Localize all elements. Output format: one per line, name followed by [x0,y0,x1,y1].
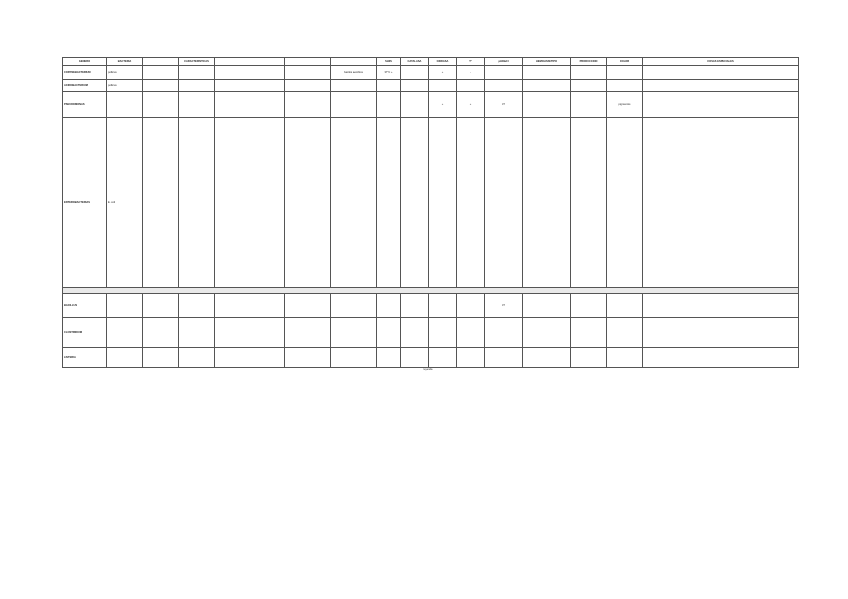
characteristic-cell [377,80,401,92]
table-row [63,80,799,92]
characteristic-cell [285,92,331,118]
column-header [215,58,285,66]
characteristic-cell [215,348,285,368]
color-cell [643,92,799,118]
genus-cell: ACIDOBACTERIUM [63,80,107,92]
column-header: CATALASA [401,58,429,66]
column-header: CARACTERISTICAS [179,58,215,66]
ph-cell [523,92,571,118]
table-body-a [63,66,799,288]
prod-cell [607,318,643,348]
characteristic-cell [215,118,285,288]
characteristic-cell [215,92,285,118]
prod-cell [607,348,643,368]
characteristic-cell [331,118,377,288]
table-row [63,294,799,318]
characteristic-cell [285,348,331,368]
characteristic-cell [285,80,331,92]
t-cell [485,118,523,288]
t-cell [485,80,523,92]
cat-cell [429,348,457,368]
hem-cell [571,118,607,288]
prod-cell: pigmentos [607,92,643,118]
ox-cell [457,80,485,92]
characteristic-cell [179,80,215,92]
cat-cell [429,118,457,288]
characteristic-cell [215,294,285,318]
column-header: COSAS ESPECIALES [643,58,799,66]
bacteria-cell [107,294,143,318]
table-row [63,348,799,368]
column-header: PRODUCCION [571,58,607,66]
hem-cell [571,318,607,348]
characteristic-cell [143,348,179,368]
ox-cell: - [457,66,485,80]
characteristic-cell [143,318,179,348]
column-header: GENERO [63,58,107,66]
t-cell [485,66,523,80]
characteristic-cell [143,294,179,318]
ph-cell [523,294,571,318]
cat-cell: + [429,66,457,80]
hem-cell [571,92,607,118]
ph-cell [523,80,571,92]
characteristic-cell [331,318,377,348]
document-page [62,57,794,371]
ph-cell [523,66,571,80]
ph-cell [523,348,571,368]
characteristic-cell [179,348,215,368]
color-cell [643,318,799,348]
cat-cell [429,80,457,92]
hem-cell [571,66,607,80]
characteristic-cell [215,318,285,348]
prod-cell [607,294,643,318]
color-cell [643,294,799,318]
column-header: OXIDASA [429,58,457,66]
bacteria-cell [107,318,143,348]
color-cell [643,348,799,368]
characteristic-cell [377,348,401,368]
characteristic-cell [377,92,401,118]
table-body-b [63,294,799,368]
cat-cell [429,318,457,348]
characteristic-cell [179,294,215,318]
characteristic-cell [179,92,215,118]
characteristic-cell [215,66,285,80]
characteristic-cell [377,318,401,348]
column-header: HEMOLISIS/TIPO [523,58,571,66]
characteristic-cell [331,348,377,368]
characteristic-cell [331,92,377,118]
column-header: T° [457,58,485,66]
genus-cell: ENTEROBACTERIAS [63,118,107,288]
characteristic-cell [143,80,179,92]
color-cell [643,118,799,288]
prod-cell [607,80,643,92]
t-cell: 37 [485,92,523,118]
header-row [63,58,799,66]
hem-cell [571,348,607,368]
characteristic-cell [179,118,215,288]
genus-cell: CORYNEBACTERIUM [63,66,107,80]
bacteria-cell: pollicus [107,66,143,80]
column-header: COLOR [607,58,643,66]
sh2s-cell [401,66,429,80]
characteristic-cell: 37°C + [377,66,401,80]
genus-cell: PSEUDOMONAS [63,92,107,118]
characteristic-cell [285,294,331,318]
ox-cell [457,294,485,318]
bacteria-cell: E. coli [107,118,143,288]
t-cell: 37 [485,294,523,318]
t-cell [485,318,523,348]
characteristic-cell [285,66,331,80]
sh2s-cell [401,294,429,318]
table-row [63,92,799,118]
t-cell [485,348,523,368]
characteristic-cell [143,92,179,118]
table-row [63,118,799,288]
column-header [331,58,377,66]
characteristic-cell [331,294,377,318]
color-cell [643,66,799,80]
sh2s-cell [401,348,429,368]
column-header: SH2S [377,58,401,66]
characteristic-cell [179,318,215,348]
ox-cell [457,318,485,348]
hem-cell [571,80,607,92]
ox-cell: + [457,92,485,118]
ox-cell [457,348,485,368]
sh2s-cell [401,118,429,288]
sh2s-cell [401,318,429,348]
cat-cell: + [429,92,457,118]
cat-cell [429,294,457,318]
color-cell [643,80,799,92]
hem-cell [571,294,607,318]
genus-cell: BACILLUS [63,294,107,318]
prod-cell [607,66,643,80]
sh2s-cell [401,80,429,92]
characteristic-cell [377,118,401,288]
characteristic-cell [179,66,215,80]
table-row [63,66,799,80]
ph-cell [523,118,571,288]
footer-note: leyenda [423,368,433,372]
characteristic-cell [377,294,401,318]
sh2s-cell [401,92,429,118]
characteristic-cell: bacilos aerobios [331,66,377,80]
characteristic-cell [143,66,179,80]
ph-cell [523,318,571,348]
ox-cell [457,118,485,288]
characteristic-cell [285,118,331,288]
characteristic-cell [215,80,285,92]
genus-cell: LISTERIA [63,348,107,368]
bacteria-cell [107,92,143,118]
column-header: BACTERIA [107,58,143,66]
bacteria-cell: pollicus [107,80,143,92]
characteristic-cell [143,118,179,288]
characteristic-cell [285,318,331,348]
bacteria-table [62,57,799,368]
characteristic-cell [331,80,377,92]
column-header: pH/NaCl [485,58,523,66]
column-header [285,58,331,66]
genus-cell: CLOSTRIDIUM [63,318,107,348]
bacteria-cell [107,348,143,368]
prod-cell [607,118,643,288]
column-header [143,58,179,66]
table-row [63,318,799,348]
